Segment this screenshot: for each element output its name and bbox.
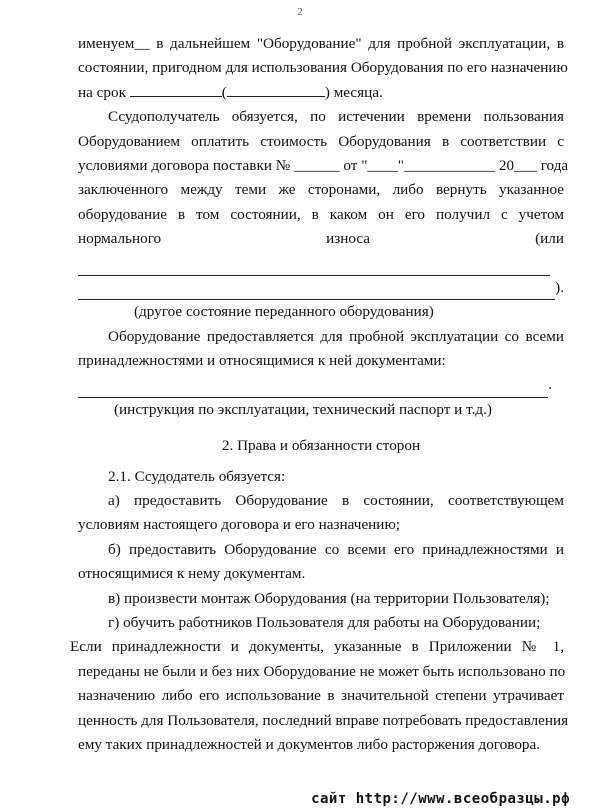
text-line: именуем__ в дальнейшем "Оборудование" для пробной эксплуатации, в bbox=[78, 35, 564, 52]
text-line-term: на срок ( ) месяца. bbox=[78, 83, 383, 101]
text-line: переданы не были и без них Оборудование не может быть использовано по bbox=[78, 662, 566, 680]
text-line: назначению либо его использование в значительной степени утрачивает bbox=[78, 687, 564, 705]
blank-fill-line: ). bbox=[78, 276, 564, 300]
blank-line bbox=[78, 263, 550, 276]
text-line: относящимися к нему документам. bbox=[78, 565, 306, 583]
text-line: условиям настоящего договора и его назначению; bbox=[78, 516, 401, 534]
text-line: состоянии, пригодном для использования Оборудования по его назначению bbox=[78, 59, 568, 77]
section-heading: 2. Права и обязанности сторон bbox=[221, 437, 421, 455]
blank-line bbox=[227, 84, 325, 97]
caption-line: (инструкция по эксплуатации, технический паспорт и т.д.) bbox=[114, 400, 492, 418]
text-line: а) предоставить Оборудование в состоянии, соответствующем bbox=[108, 492, 564, 510]
blank-line bbox=[78, 385, 548, 398]
text-line: заключенного между теми же сторонами, либо вернуть указанное bbox=[78, 181, 564, 199]
text-line: ценность для Пользователя, последний вправе потребовать предоставления bbox=[78, 711, 569, 729]
blank-line bbox=[130, 84, 222, 97]
text-line: Оборудованием оплатить стоимость Оборудования в соответствии с bbox=[78, 132, 564, 150]
text-line: Если принадлежности и документы, указанные в Приложении № 1, bbox=[70, 638, 564, 656]
text-line: Оборудование предоставляется для пробной эксплуатации со всеми bbox=[108, 327, 564, 345]
blank-line bbox=[78, 287, 555, 300]
text-line: принадлежностями и относящимися к ней документами: bbox=[78, 352, 446, 370]
caption-line: (другое состояние переданного оборудования) bbox=[134, 303, 434, 321]
text-line: в) произвести монтаж Оборудования (на территории Пользователя); bbox=[108, 589, 550, 607]
text-line: нормального износа (или bbox=[78, 230, 564, 248]
text-line: оборудование в том состоянии, в каком он его получил с учетом bbox=[78, 205, 564, 223]
text-line: условиями договора поставки № ______ от "____"____________ 20___ года bbox=[78, 156, 569, 174]
site-watermark: сайт http://www.всеобразцы.рф bbox=[311, 791, 570, 807]
text-line: г) обучить работников Пользователя для работы на Оборудовании; bbox=[108, 613, 541, 631]
document-body bbox=[70, 32, 569, 757]
text-line: ему таких принадлежностей и документов либо расторжения договора. bbox=[78, 735, 541, 753]
blank-fill-line bbox=[78, 252, 564, 276]
text-line: б) предоставить Оборудование со всеми его принадлежностями и bbox=[108, 540, 564, 558]
page-number: 2 bbox=[297, 6, 303, 18]
text-line: Ссудополучатель обязуется, по истечении времени пользования bbox=[108, 108, 564, 126]
blank-fill-line: . bbox=[78, 373, 564, 397]
text-line: 2.1. Ссудодатель обязуется: bbox=[108, 467, 286, 485]
